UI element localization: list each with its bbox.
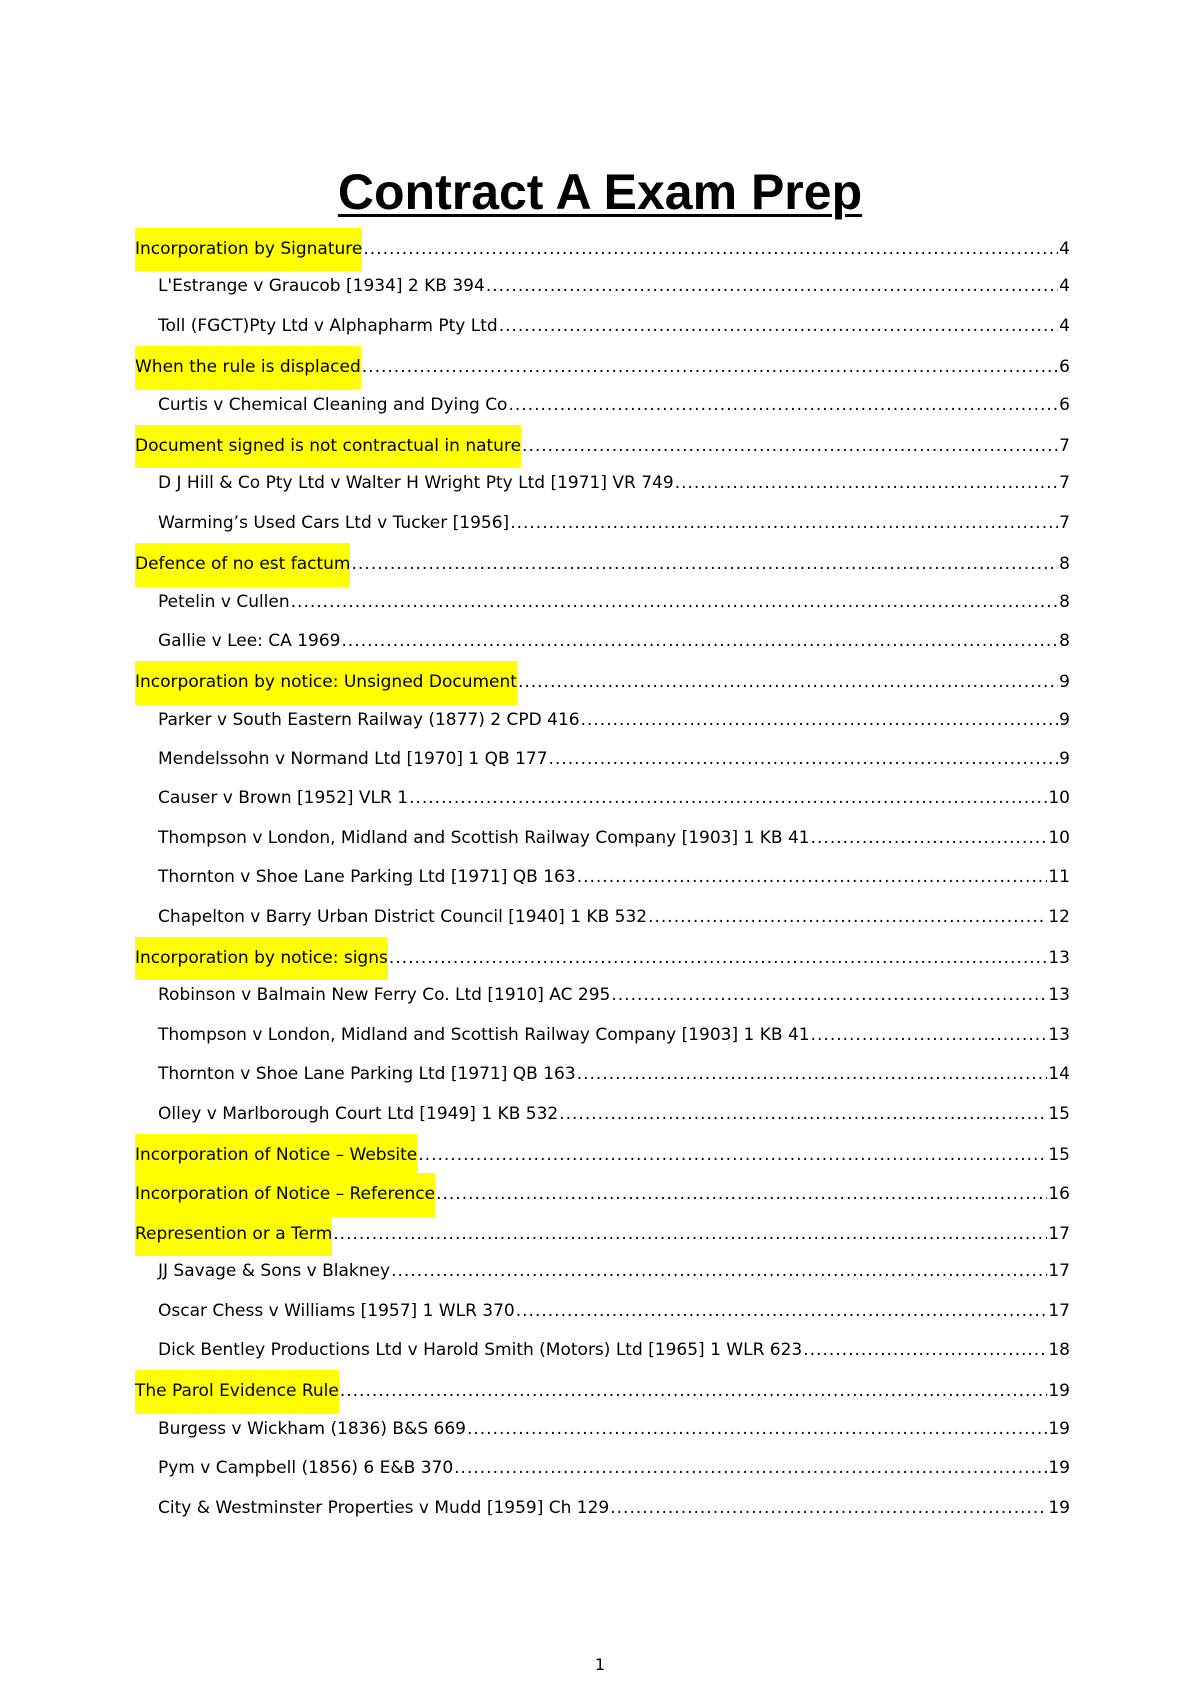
toc-page-number: 9 <box>1059 709 1070 730</box>
toc-heading-entry[interactable] <box>135 1173 1070 1212</box>
toc-case-entry[interactable] <box>135 740 1070 779</box>
toc-dot-leader <box>803 1331 1047 1370</box>
toc-dot-leader <box>291 583 1059 622</box>
toc-dot-leader <box>486 267 1058 306</box>
toc-entry-title: Gallie v Lee: CA 1969 <box>158 630 341 651</box>
toc-entry-title: Incorporation by notice: signs <box>135 937 388 980</box>
toc-case-entry[interactable] <box>135 1331 1070 1370</box>
toc-page-number: 16 <box>1048 1184 1070 1205</box>
toc-page-number: 4 <box>1059 276 1070 297</box>
toc-entry-title: Dick Bentley Productions Ltd v Harold Smith (Motors) Ltd [1965] 1 WLR 623 <box>158 1339 803 1360</box>
toc-page-number: 17 <box>1048 1300 1070 1321</box>
toc-page-number: 7 <box>1059 512 1070 533</box>
toc-entry-title: Thornton v Shoe Lane Parking Ltd [1971] QB 163 <box>158 867 576 888</box>
toc-entry-title: Curtis v Chemical Cleaning and Dying Co <box>158 394 508 415</box>
toc-dot-leader <box>436 1175 1047 1214</box>
toc-entry-title: Thompson v London, Midland and Scottish Railway Company [1903] 1 KB 41 <box>158 1024 810 1045</box>
toc-case-entry[interactable] <box>135 1489 1070 1528</box>
toc-page-number: 7 <box>1059 473 1070 494</box>
toc-entry-title: Document signed is not contractual in nature <box>135 425 521 468</box>
toc-page-number: 10 <box>1048 827 1070 848</box>
toc-dot-leader <box>467 1410 1047 1449</box>
toc-entry-title: Incorporation of Notice – Reference <box>135 1173 435 1216</box>
toc-dot-leader <box>522 427 1058 466</box>
toc-dot-leader <box>391 1252 1047 1291</box>
toc-dot-leader <box>362 348 1058 387</box>
toc-case-entry[interactable] <box>135 583 1070 622</box>
toc-case-entry[interactable] <box>135 1055 1070 1094</box>
toc-entry-title: Olley v Marlborough Court Ltd [1949] 1 KB 532 <box>158 1103 559 1124</box>
toc-dot-leader <box>409 779 1047 818</box>
toc-entry-title: Thompson v London, Midland and Scottish Railway Company [1903] 1 KB 41 <box>158 827 810 848</box>
toc-entry-title: Incorporation by notice: Unsigned Document <box>135 661 517 704</box>
toc-entry-title: JJ Savage & Sons v Blakney <box>158 1261 391 1282</box>
toc-entry-title: Oscar Chess v Williams [1957] 1 WLR 370 <box>158 1300 515 1321</box>
toc-entry-title: Parker v South Eastern Railway (1877) 2 CPD 416 <box>158 709 580 730</box>
toc-page-number: 6 <box>1059 394 1070 415</box>
toc-heading-entry[interactable] <box>135 346 1070 385</box>
toc-dot-leader <box>341 622 1058 661</box>
toc-entry-title: Warming’s Used Cars Ltd v Tucker [1956] <box>158 512 510 533</box>
toc-page-number: 17 <box>1048 1223 1070 1244</box>
toc-entry-title: Petelin v Cullen <box>158 591 290 612</box>
toc-dot-leader <box>518 663 1058 702</box>
toc-dot-leader <box>581 701 1059 740</box>
toc-page-number: 12 <box>1048 906 1070 927</box>
toc-page-number: 4 <box>1059 315 1070 336</box>
toc-dot-leader <box>811 819 1048 858</box>
toc-heading-entry[interactable] <box>135 425 1070 464</box>
toc-case-entry[interactable] <box>135 976 1070 1015</box>
toc-dot-leader <box>648 898 1047 937</box>
toc-entry-title: Represention or a Term <box>135 1213 332 1256</box>
toc-case-entry[interactable] <box>135 858 1070 897</box>
toc-entry-title: Toll (FGCT)Pty Ltd v Alphapharm Pty Ltd <box>158 315 498 336</box>
toc-entry-title: Robinson v Balmain New Ferry Co. Ltd [1910] AC 295 <box>158 985 611 1006</box>
toc-entry-title: When the rule is displaced <box>135 346 361 389</box>
toc-dot-leader <box>418 1136 1047 1175</box>
toc-case-entry[interactable] <box>135 1449 1070 1488</box>
toc-page-number: 9 <box>1059 672 1070 693</box>
toc-page-number: 7 <box>1059 435 1070 456</box>
toc-page-number: 10 <box>1048 788 1070 809</box>
toc-heading-entry[interactable] <box>135 543 1070 582</box>
toc-entry-title: Causer v Brown [1952] VLR 1 <box>158 788 409 809</box>
table-of-contents <box>135 228 1070 1528</box>
toc-dot-leader <box>611 976 1047 1015</box>
toc-dot-leader <box>559 1095 1047 1134</box>
toc-dot-leader <box>499 307 1058 346</box>
toc-case-entry[interactable] <box>135 1016 1070 1055</box>
toc-page-number: 8 <box>1059 554 1070 575</box>
toc-page-number: 17 <box>1048 1261 1070 1282</box>
toc-case-entry[interactable] <box>135 1410 1070 1449</box>
toc-entry-title: Defence of no est factum <box>135 543 350 586</box>
toc-entry-title: Thornton v Shoe Lane Parking Ltd [1971] QB 163 <box>158 1064 576 1085</box>
toc-entry-title: L'Estrange v Graucob [1934] 2 KB 394 <box>158 276 485 297</box>
toc-page-number: 18 <box>1048 1339 1070 1360</box>
toc-case-entry[interactable] <box>135 464 1070 503</box>
toc-case-entry[interactable] <box>135 1252 1070 1291</box>
toc-dot-leader <box>577 1055 1048 1094</box>
toc-dot-leader <box>510 504 1058 543</box>
toc-page-number: 9 <box>1059 749 1070 770</box>
toc-heading-entry[interactable] <box>135 1134 1070 1173</box>
toc-page-number: 19 <box>1048 1418 1070 1439</box>
toc-page-number: 15 <box>1048 1144 1070 1165</box>
toc-case-entry[interactable] <box>135 898 1070 937</box>
toc-page-number: 19 <box>1048 1497 1070 1518</box>
toc-dot-leader <box>389 939 1048 978</box>
footer-page-number: 1 <box>594 1655 606 1674</box>
toc-dot-leader <box>351 545 1058 584</box>
toc-page-number: 11 <box>1048 867 1070 888</box>
toc-case-entry[interactable] <box>135 622 1070 661</box>
toc-entry-title: Chapelton v Barry Urban District Council [1940] 1 KB 532 <box>158 906 648 927</box>
document-title: Contract A Exam Prep <box>337 164 863 220</box>
toc-entry-title: The Parol Evidence Rule <box>135 1370 339 1413</box>
toc-entry-title: Pym v Campbell (1856) 6 E&B 370 <box>158 1458 454 1479</box>
toc-case-entry[interactable] <box>135 504 1070 543</box>
toc-page-number: 4 <box>1059 239 1070 259</box>
toc-case-entry[interactable] <box>135 819 1070 858</box>
toc-dot-leader <box>811 1016 1048 1055</box>
toc-dot-leader <box>340 1372 1048 1411</box>
toc-case-entry[interactable] <box>135 1292 1070 1331</box>
toc-dot-leader <box>577 858 1048 897</box>
toc-entry-title: Incorporation by Signature <box>135 228 362 271</box>
toc-page-number: 13 <box>1048 985 1070 1006</box>
toc-page-number: 13 <box>1048 1024 1070 1045</box>
toc-dot-leader <box>363 230 1058 269</box>
toc-case-entry[interactable] <box>135 267 1070 306</box>
toc-page-number: 19 <box>1048 1458 1070 1479</box>
toc-page-number: 6 <box>1059 357 1070 378</box>
toc-heading-entry[interactable] <box>135 1370 1070 1409</box>
toc-entry-title: City & Westminster Properties v Mudd [1959] Ch 129 <box>158 1497 610 1518</box>
toc-page-number: 19 <box>1048 1381 1070 1402</box>
toc-case-entry[interactable] <box>135 779 1070 818</box>
toc-case-entry[interactable] <box>135 386 1070 425</box>
toc-heading-entry[interactable] <box>135 937 1070 976</box>
toc-dot-leader <box>516 1292 1048 1331</box>
toc-entry-title: D J Hill & Co Pty Ltd v Walter H Wright Pty Ltd [1971] VR 749 <box>158 473 674 494</box>
toc-page-number: 14 <box>1048 1064 1070 1085</box>
toc-case-entry[interactable] <box>135 701 1070 740</box>
toc-entry-title: Incorporation of Notice – Website <box>135 1134 417 1177</box>
toc-entry-title: Burgess v Wickham (1836) B&S 669 <box>158 1418 466 1439</box>
toc-page-number: 13 <box>1048 948 1070 969</box>
toc-heading-entry[interactable] <box>135 661 1070 700</box>
toc-dot-leader <box>333 1215 1047 1254</box>
toc-heading-entry[interactable] <box>135 1213 1070 1252</box>
toc-dot-leader <box>549 740 1059 779</box>
toc-page-number: 8 <box>1059 630 1070 651</box>
toc-dot-leader <box>508 386 1058 425</box>
toc-entry-title: Mendelssohn v Normand Ltd [1970] 1 QB 177 <box>158 749 548 770</box>
toc-page-number: 8 <box>1059 591 1070 612</box>
toc-case-entry[interactable] <box>135 307 1070 346</box>
toc-heading-entry[interactable] <box>135 228 1070 267</box>
toc-page-number: 15 <box>1048 1103 1070 1124</box>
toc-dot-leader <box>454 1449 1047 1488</box>
toc-case-entry[interactable] <box>135 1095 1070 1134</box>
toc-dot-leader <box>610 1489 1047 1528</box>
toc-dot-leader <box>675 464 1058 503</box>
